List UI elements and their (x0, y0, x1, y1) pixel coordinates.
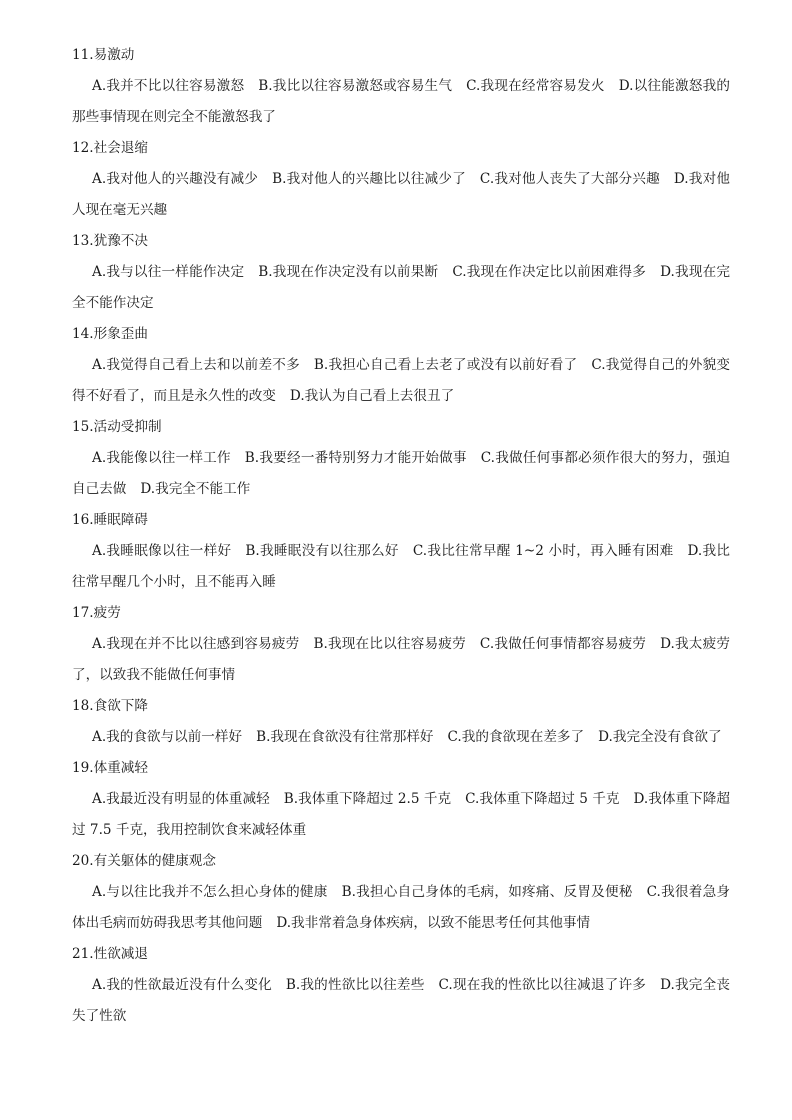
option-d: D.我非常着急身体疾病，以致不能思考任何其他事情 (276, 915, 591, 931)
option-b: B.我担心自己看上去老了或没有以前好看了 (313, 357, 578, 373)
question-options (72, 629, 730, 691)
option-b: B.我担心自己身体的毛病，如疼痛、反胃及便秘 (341, 884, 633, 900)
question-options (72, 877, 730, 939)
option-d: D.我认为自己看上去很丑了 (289, 388, 455, 404)
option-c: C.我体重下降超过 5 千克 (465, 791, 620, 807)
option-b: B.我现在比以往容易疲劳 (313, 636, 466, 652)
option-d: D.我比往常早醒几个小时，且不能再入睡 (72, 543, 730, 590)
question-title: 21.性欲减退 (72, 946, 148, 962)
question-title: 12.社会退缩 (72, 140, 148, 156)
question-options (72, 536, 730, 598)
option-a: A.我现在并不比以往感到容易疲劳 (92, 636, 300, 652)
question-options (72, 970, 730, 1032)
option-a: A.我觉得自己看上去和以前差不多 (92, 357, 300, 373)
option-a: A.我睡眠像以往一样好 (92, 543, 232, 559)
question-title: 18.食欲下降 (72, 698, 148, 714)
question-16 (72, 505, 730, 598)
option-a: A.我对他人的兴趣没有减少 (92, 171, 259, 187)
option-d: D.我太疲劳了，以致我不能做任何事情 (72, 636, 730, 683)
option-c: C.现在我的性欲比以往减退了许多 (438, 977, 647, 993)
option-c: C.我现在作决定比以前困难得多 (452, 264, 647, 280)
option-b: B.我睡眠没有以往那么好 (245, 543, 399, 559)
option-c: C.我觉得自己的外貌变得不好看了，而且是永久性的改变 (72, 357, 730, 404)
question-options (72, 784, 730, 846)
option-d: D.我完全不能工作 (140, 481, 251, 497)
option-b: B.我比以往容易激怒或容易生气 (258, 78, 453, 94)
option-a: A.我的性欲最近没有什么变化 (92, 977, 272, 993)
option-a: A.我与以往一样能作决定 (92, 264, 245, 280)
option-a: A.我最近没有明显的体重减轻 (92, 791, 270, 807)
question-title: 15.活动受抑制 (72, 419, 162, 435)
option-d: D.我完全没有食欲了 (598, 729, 722, 745)
question-11 (72, 40, 730, 133)
question-options (72, 350, 730, 412)
question-12 (72, 133, 730, 226)
question-title: 20.有关躯体的健康观念 (72, 853, 216, 869)
question-title: 16.睡眠障碍 (72, 512, 148, 528)
option-a: A.与以往比我并不怎么担心身体的健康 (92, 884, 328, 900)
option-c: C.我现在经常容易发火 (466, 78, 605, 94)
option-d: D.我现在完全不能作决定 (72, 264, 731, 311)
option-a: A.我能像以往一样工作 (92, 450, 231, 466)
option-b: B.我体重下降超过 2.5 千克 (283, 791, 452, 807)
option-a: A.我并不比以往容易激怒 (92, 78, 245, 94)
question-options (72, 71, 730, 133)
question-title: 11.易激动 (72, 47, 135, 63)
option-b: B.我现在作决定没有以前果断 (258, 264, 439, 280)
question-options (72, 443, 730, 505)
option-d: D.我对他人现在毫无兴趣 (72, 171, 730, 218)
option-d: D.以往能激怒我的那些事情现在则完全不能激怒我了 (72, 78, 730, 125)
question-options (72, 257, 730, 319)
question-20 (72, 846, 730, 939)
question-13 (72, 226, 730, 319)
option-b: B.我现在食欲没有往常那样好 (256, 729, 434, 745)
question-title: 19.体重减轻 (72, 760, 148, 776)
option-d: D.我体重下降超过 7.5 千克，我用控制饮食来减轻体重 (72, 791, 730, 838)
question-options (72, 164, 730, 226)
question-21 (72, 939, 730, 1032)
question-title: 14.形象歪曲 (72, 326, 148, 342)
question-14 (72, 319, 730, 412)
option-c: C.我很着急身体出毛病而妨碍我思考其他问题 (72, 884, 730, 931)
option-b: B.我的性欲比以往差些 (285, 977, 425, 993)
option-b: B.我对他人的兴趣比以往减少了 (272, 171, 466, 187)
question-18 (72, 691, 730, 753)
option-c: C.我对他人丧失了大部分兴趣 (479, 171, 660, 187)
option-c: C.我的食欲现在差多了 (447, 729, 585, 745)
question-19 (72, 753, 730, 846)
question-title: 13.犹豫不决 (72, 233, 148, 249)
question-17 (72, 598, 730, 691)
option-c: C.我做任何事都必须作很大的努力，强迫自己去做 (72, 450, 730, 497)
option-c: C.我比往常早醒 1~2 小时，再入睡有困难 (412, 543, 674, 559)
option-a: A.我的食欲与以前一样好 (92, 729, 243, 745)
question-15 (72, 412, 730, 505)
question-options (72, 722, 730, 753)
option-b: B.我要经一番特别努力才能开始做事 (244, 450, 467, 466)
question-title: 17.疲劳 (72, 605, 121, 621)
option-c: C.我做任何事情都容易疲劳 (479, 636, 647, 652)
option-d: D.我完全丧失了性欲 (72, 977, 730, 1024)
